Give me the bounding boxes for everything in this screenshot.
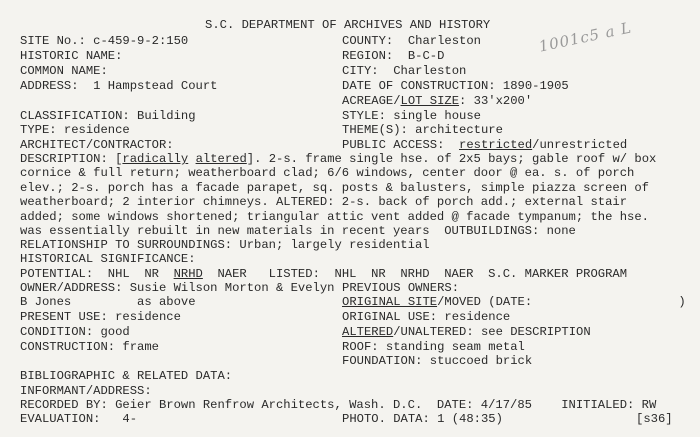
original-use: ORIGINAL USE: residence	[342, 310, 511, 324]
evaluation: EVALUATION: 4-	[20, 412, 138, 426]
historic-name: HISTORIC NAME:	[20, 49, 123, 63]
site-number: SITE No.: c-459-9-2:150	[20, 34, 189, 48]
owner-address-line-2: B Jones as above	[20, 295, 196, 309]
condition: CONDITION: good	[20, 325, 130, 339]
construction: CONSTRUCTION: frame	[20, 340, 159, 354]
description-line-4: weatherboard; 2 interior chimneys. ALTERED: 2-s. back of porch add.; external stair	[20, 195, 628, 209]
description-line-5: added; some windows shortened; triangular attic vent added @ facade tympanum; the hse.	[20, 210, 649, 224]
altered-unaltered: ALTERED/UNALTERED: see DESCRIPTION	[342, 325, 591, 339]
classification: CLASSIFICATION: Building	[20, 109, 196, 123]
previous-owners: PREVIOUS OWNERS:	[342, 281, 460, 295]
informant-address: INFORMANT/ADDRESS:	[20, 384, 152, 398]
present-use: PRESENT USE: residence	[20, 310, 181, 324]
description-line-2: cornice & full return; weatherboard clad; 6/6 windows, center door @ ea. s. of porch	[20, 166, 635, 180]
region: REGION: B-C-D	[342, 49, 445, 63]
acreage-lot-size: ACREAGE/LOT SIZE: 33'x200'	[342, 94, 533, 108]
historical-significance: HISTORICAL SIGNIFICANCE:	[20, 252, 196, 266]
foundation: FOUNDATION: stuccoed brick	[342, 354, 533, 368]
bibliographic-data: BIBLIOGRAPHIC & RELATED DATA:	[20, 369, 233, 383]
roof: ROOF: standing seam metal	[342, 340, 525, 354]
description-line-3: elev.; 2-s. porch has a facade parapet, sq. posts & balusters, simple piazza screen of	[20, 181, 649, 195]
date-of-construction: DATE OF CONSTRUCTION: 1890-1905	[342, 79, 569, 93]
photo-data: PHOTO. DATA: 1 (48:35)	[342, 412, 503, 426]
potential-listed: POTENTIAL: NHL NR NRHD NAER LISTED: NHL NR NRHD NAER S.C. MARKER PROGRAM	[20, 267, 628, 281]
architect-contractor: ARCHITECT/CONTRACTOR:	[20, 138, 174, 152]
county: COUNTY: Charleston	[342, 34, 481, 48]
themes: THEME(S): architecture	[342, 123, 503, 137]
city: CITY: Charleston	[342, 64, 467, 78]
handwritten-note: 1001c5 a L	[537, 18, 634, 56]
description-line-6: was essentially rebuilt in new materials in recent years OUTBUILDINGS: none	[20, 224, 576, 238]
common-name: COMMON NAME:	[20, 64, 108, 78]
relationship-to-surroundings: RELATIONSHIP TO SURROUNDINGS: Urban; largely residential	[20, 238, 430, 252]
public-access: PUBLIC ACCESS: restricted/unrestricted	[342, 138, 628, 152]
description-line-1: DESCRIPTION: [radically altered]. 2-s. frame single hse. of 2x5 bays; gable roof w/ box	[20, 152, 657, 166]
address: ADDRESS: 1 Hampstead Court	[20, 79, 218, 93]
original-site-moved: ORIGINAL SITE/MOVED (DATE: )	[342, 295, 686, 309]
department-header: S.C. DEPARTMENT OF ARCHIVES AND HISTORY	[205, 18, 491, 32]
sheet-reference: [s36]	[636, 412, 673, 426]
recorded-by: RECORDED BY: Geier Brown Renfrow Architects, Wash. D.C. DATE: 4/17/85 INITIALED: RW	[20, 398, 657, 412]
type: TYPE: residence	[20, 123, 130, 137]
style: STYLE: single house	[342, 109, 481, 123]
owner-address: OWNER/ADDRESS: Susie Wilson Morton & Evelyn	[20, 281, 335, 295]
